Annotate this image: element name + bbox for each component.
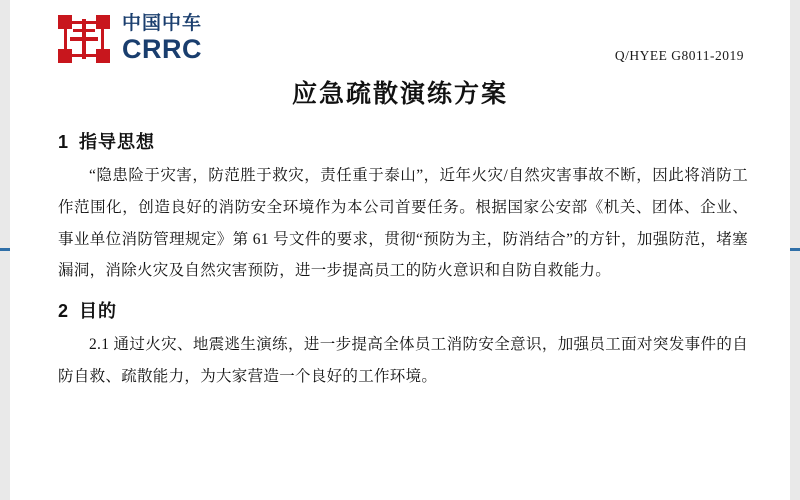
- page-title: 应急疏散演练方案: [291, 80, 508, 108]
- logo-wordmark: [122, 14, 202, 63]
- left-edge-marker: [0, 248, 10, 251]
- page-right-gutter: [790, 0, 800, 500]
- logo-chinese-name: 中国中车: [122, 13, 203, 34]
- section-2-paragraph-1: 2.1 通过火灾、地震逃生演练，进一步提高全体员工消防安全意识，加强员工面对突发事件的自防自救、疏散能力，为大家营造一个良好的工作环境。: [58, 336, 748, 385]
- section-number-1: 1: [58, 132, 70, 152]
- logo-english-name: CRRC: [122, 33, 202, 64]
- section-heading-2: [58, 297, 748, 323]
- page-sheet: [10, 0, 790, 500]
- document-header: [58, 14, 202, 63]
- document-body: [58, 118, 748, 395]
- document-code: Q/HYEE G8011-2019: [614, 48, 744, 63]
- section-heading-1: [58, 128, 748, 154]
- page-left-gutter: [0, 0, 10, 500]
- section-title-1: 指导思想: [79, 132, 156, 152]
- right-edge-marker: [790, 248, 800, 251]
- section-title-2: 目的: [79, 301, 118, 322]
- section-1-paragraph-1: “隐患险于灾害，防范胜于救灾，责任重于泰山”，近年火灾/自然灾害事故不断，因此将消防工作范围化，创造良好的消防安全环境作为本公司首要任务。根据国家公安部《机关、团体、企业、事业单位消防管理规定》第 61 号文件的要求，贯彻“预防为主，防消结合”的方针，加强防范，堵塞漏洞，消除火灾及自然灾害预防，进一步提高员工的防火意识和自防自救能力。: [58, 167, 748, 280]
- crrc-logo-icon: [58, 15, 110, 63]
- section-number-2: 2: [58, 301, 70, 322]
